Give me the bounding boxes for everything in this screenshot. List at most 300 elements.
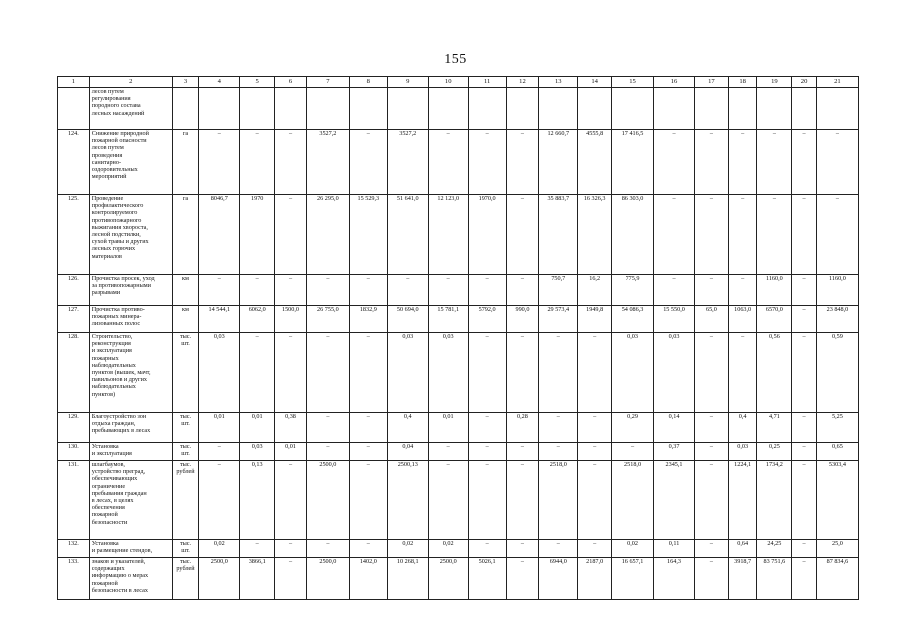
value-cell-col-21	[816, 88, 858, 130]
text-line: санитарно-	[91, 158, 122, 166]
measure-name	[89, 88, 172, 130]
text-line: в лесах, в целях	[91, 497, 134, 505]
value-cell-col-16: 164,3	[654, 558, 695, 600]
value-cell-col-18	[728, 88, 757, 130]
value-cell-col-11: 5792,0	[468, 306, 506, 333]
value-cell-col-15: 0,29	[612, 413, 654, 443]
value-cell-col-6: –	[275, 461, 307, 540]
value-cell-col-19: 0,25	[757, 443, 792, 461]
value-cell-col-20: –	[792, 558, 817, 600]
value-cell-col-7: 26 295,0	[306, 195, 349, 275]
value-cell-col-18: –	[728, 195, 757, 275]
value-cell-col-6: –	[275, 195, 307, 275]
value-cell-col-20	[792, 88, 817, 130]
value-cell-col-11: –	[468, 130, 506, 195]
text-line: знаков и указателей,	[91, 558, 146, 565]
value-cell-col-13	[539, 88, 578, 130]
text-line: Установка	[91, 540, 119, 547]
value-cell-col-15: 0,02	[612, 540, 654, 558]
value-cell-col-12: 990,0	[506, 306, 539, 333]
column-number-12: 12	[506, 77, 539, 88]
value-cell-col-15: 16 657,1	[612, 558, 654, 600]
value-cell-col-12: –	[506, 130, 539, 195]
value-cell-col-19: –	[757, 130, 792, 195]
text-line: пунктов)	[91, 390, 116, 398]
value-cell-col-4: 0,03	[199, 333, 240, 413]
value-cell-col-8: –	[349, 461, 387, 540]
value-cell-col-8: –	[349, 540, 387, 558]
value-cell-col-21: 0,59	[816, 333, 858, 413]
value-cell-col-8: 1402,0	[349, 558, 387, 600]
page-number: 155	[444, 52, 467, 67]
text-line: Снижение природной	[91, 130, 149, 137]
row-number: 131.	[58, 461, 90, 540]
row-number: 132.	[58, 540, 90, 558]
value-cell-col-20: –	[792, 130, 817, 195]
text-line: тыс.	[179, 558, 192, 565]
text-line: контролируемого	[91, 209, 138, 217]
measure-name	[89, 333, 172, 413]
value-cell-col-10: 2500,0	[428, 558, 468, 600]
column-number-10: 10	[428, 77, 468, 88]
value-cell-col-12: –	[506, 540, 539, 558]
measure-name	[89, 306, 172, 333]
text-line: лесных горючих	[91, 245, 136, 253]
value-cell-col-13: –	[539, 333, 578, 413]
value-cell-col-11: –	[468, 461, 506, 540]
value-cell-col-11: –	[468, 333, 506, 413]
text-line: обеспечивающих	[91, 475, 138, 483]
table-row	[58, 443, 859, 461]
value-cell-col-17: –	[695, 461, 729, 540]
text-line: Проведение	[91, 195, 124, 202]
column-number-16: 16	[654, 77, 695, 88]
value-cell-col-6: –	[275, 540, 307, 558]
value-cell-col-10: –	[428, 461, 468, 540]
text-line: реконструкция	[91, 340, 131, 348]
value-cell-col-10: –	[428, 130, 468, 195]
value-cell-col-17: –	[695, 275, 729, 306]
text-line: лесов путем	[91, 144, 124, 152]
unit-of-measure	[172, 88, 199, 130]
value-cell-col-7: 2500,0	[306, 558, 349, 600]
value-cell-col-13: –	[539, 413, 578, 443]
row-number: 126.	[58, 275, 90, 306]
value-cell-col-9: –	[387, 275, 428, 306]
value-cell-col-6: 0,01	[275, 443, 307, 461]
text-line: пожарной	[91, 511, 118, 519]
table-row	[58, 558, 859, 600]
column-number-4: 4	[199, 77, 240, 88]
value-cell-col-5: 1970	[240, 195, 275, 275]
value-cell-col-4: 0,01	[199, 413, 240, 443]
value-cell-col-16: –	[654, 275, 695, 306]
column-number-15: 15	[612, 77, 654, 88]
value-cell-col-10: 0,01	[428, 413, 468, 443]
value-cell-col-6: –	[275, 558, 307, 600]
value-cell-col-17	[695, 88, 729, 130]
text-line: Строительство,	[91, 333, 133, 340]
value-cell-col-14: –	[578, 540, 612, 558]
value-cell-col-7	[306, 88, 349, 130]
text-line: безопасности в лесах	[91, 586, 148, 594]
value-cell-col-20: –	[792, 306, 817, 333]
unit-of-measure	[172, 540, 199, 558]
value-cell-col-13: 2518,0	[539, 461, 578, 540]
table-row	[58, 540, 859, 558]
row-number: 128.	[58, 333, 90, 413]
value-cell-col-9: 0,04	[387, 443, 428, 461]
value-cell-col-17: –	[695, 195, 729, 275]
value-cell-col-5: –	[240, 275, 275, 306]
value-cell-col-14: –	[578, 333, 612, 413]
text-line: наблюдательных	[91, 383, 136, 391]
value-cell-col-14: –	[578, 461, 612, 540]
text-line: оздоровительных	[91, 166, 138, 174]
value-cell-col-10	[428, 88, 468, 130]
value-cell-col-4: –	[199, 275, 240, 306]
text-line: сухой травы и других	[91, 238, 149, 246]
column-number-18: 18	[728, 77, 757, 88]
value-cell-col-14: 16 326,3	[578, 195, 612, 275]
unit-of-measure	[172, 461, 199, 540]
text-line: наблюдательных	[91, 361, 136, 369]
table-row	[58, 275, 859, 306]
text-line: разрывами	[91, 289, 121, 297]
value-cell-col-20: –	[792, 195, 817, 275]
value-cell-col-4: 2500,0	[199, 558, 240, 600]
value-cell-col-6: 1500,0	[275, 306, 307, 333]
value-cell-col-9: 0,03	[387, 333, 428, 413]
text-line: тыс.	[179, 413, 192, 420]
value-cell-col-5: 6062,0	[240, 306, 275, 333]
column-number-11: 11	[468, 77, 506, 88]
text-line: лизованных полос	[91, 320, 141, 328]
value-cell-col-18: 1063,0	[728, 306, 757, 333]
value-cell-col-19: 24,25	[757, 540, 792, 558]
value-cell-col-16: 0,11	[654, 540, 695, 558]
value-cell-col-5: 0,01	[240, 413, 275, 443]
measure-name	[89, 413, 172, 443]
text-line: рублей	[176, 565, 195, 573]
text-line: мероприятий	[91, 173, 127, 181]
text-line: пожарной опасности	[91, 137, 147, 145]
measure-name	[89, 558, 172, 600]
text-line: за противопожарными	[91, 282, 151, 290]
row-number: 130.	[58, 443, 90, 461]
value-cell-col-5	[240, 88, 275, 130]
value-cell-col-21: 5303,4	[816, 461, 858, 540]
unit-of-measure	[172, 333, 199, 413]
value-cell-col-11: –	[468, 443, 506, 461]
value-cell-col-21: –	[816, 195, 858, 275]
value-cell-col-19: 4,71	[757, 413, 792, 443]
value-cell-col-18: 0,64	[728, 540, 757, 558]
value-cell-col-12: –	[506, 275, 539, 306]
text-line: выжигания хвороста,	[91, 223, 148, 231]
value-cell-col-20: –	[792, 461, 817, 540]
unit-of-measure	[172, 413, 199, 443]
value-cell-col-11: –	[468, 540, 506, 558]
text-line: лесов путем	[91, 88, 124, 95]
value-cell-col-4	[199, 88, 240, 130]
text-line: информацию о мерах	[91, 572, 149, 580]
forest-fire-measures-table	[57, 76, 859, 600]
value-cell-col-7: –	[306, 413, 349, 443]
value-cell-col-8: –	[349, 275, 387, 306]
value-cell-col-10: 12 123,0	[428, 195, 468, 275]
text-line: пребывания граждан	[91, 489, 147, 497]
value-cell-col-9: 50 694,0	[387, 306, 428, 333]
value-cell-col-5: 3866,1	[240, 558, 275, 600]
value-cell-col-19	[757, 88, 792, 130]
value-cell-col-10: 0,03	[428, 333, 468, 413]
value-cell-col-19: 6570,0	[757, 306, 792, 333]
text-line: шт.	[181, 420, 190, 428]
measure-name	[89, 195, 172, 275]
text-line: шт.	[181, 547, 190, 555]
value-cell-col-6: –	[275, 275, 307, 306]
value-cell-col-16: –	[654, 195, 695, 275]
column-number-8: 8	[349, 77, 387, 88]
unit-of-measure: га	[172, 195, 199, 275]
value-cell-col-16	[654, 88, 695, 130]
column-number-20: 20	[792, 77, 817, 88]
value-cell-col-19: 0,56	[757, 333, 792, 413]
value-cell-col-6	[275, 88, 307, 130]
value-cell-col-21: 87 834,6	[816, 558, 858, 600]
value-cell-col-14: 2187,0	[578, 558, 612, 600]
value-cell-col-4: –	[199, 443, 240, 461]
value-cell-col-21: 5,25	[816, 413, 858, 443]
column-number-14: 14	[578, 77, 612, 88]
value-cell-col-18: –	[728, 130, 757, 195]
value-cell-col-9: 2500,13	[387, 461, 428, 540]
value-cell-col-17: –	[695, 540, 729, 558]
text-line: материалов	[91, 252, 122, 260]
value-cell-col-12: –	[506, 195, 539, 275]
table-row	[58, 333, 859, 413]
value-cell-col-5: –	[240, 333, 275, 413]
table-row	[58, 130, 859, 195]
text-line: тыс.	[179, 461, 192, 468]
value-cell-col-9: 51 641,0	[387, 195, 428, 275]
value-cell-col-7: 3527,2	[306, 130, 349, 195]
measure-name	[89, 443, 172, 461]
value-cell-col-13: 35 883,7	[539, 195, 578, 275]
value-cell-col-8: –	[349, 130, 387, 195]
value-cell-col-19: –	[757, 195, 792, 275]
value-cell-col-21: 25,0	[816, 540, 858, 558]
unit-of-measure: га	[172, 130, 199, 195]
text-line: Установка	[91, 443, 119, 450]
value-cell-col-17: –	[695, 130, 729, 195]
value-cell-col-12: –	[506, 443, 539, 461]
text-line: и эксплуатация	[91, 450, 132, 458]
table-row	[58, 461, 859, 540]
value-cell-col-21: 1160,0	[816, 275, 858, 306]
text-line: противопожарного	[91, 216, 142, 224]
value-cell-col-10: –	[428, 443, 468, 461]
value-cell-col-17: –	[695, 333, 729, 413]
value-cell-col-17: 65,0	[695, 306, 729, 333]
value-cell-col-4: 14 544,1	[199, 306, 240, 333]
value-cell-col-7: –	[306, 540, 349, 558]
value-cell-col-4: 8046,7	[199, 195, 240, 275]
value-cell-col-13: 12 660,7	[539, 130, 578, 195]
value-cell-col-10: –	[428, 275, 468, 306]
value-cell-col-21: 23 848,0	[816, 306, 858, 333]
unit-of-measure	[172, 558, 199, 600]
value-cell-col-8: 1832,9	[349, 306, 387, 333]
text-line: безопасности	[91, 518, 128, 526]
value-cell-col-18: 1224,1	[728, 461, 757, 540]
measure-name	[89, 275, 172, 306]
text-line: обеспечения	[91, 504, 125, 512]
text-line: пожарной	[91, 579, 118, 587]
value-cell-col-14: –	[578, 443, 612, 461]
value-cell-col-20: –	[792, 540, 817, 558]
column-number-7: 7	[306, 77, 349, 88]
value-cell-col-13: 6944,0	[539, 558, 578, 600]
value-cell-col-17: –	[695, 413, 729, 443]
text-line: и эксплуатация	[91, 347, 132, 355]
value-cell-col-15: 2518,0	[612, 461, 654, 540]
value-cell-col-12: –	[506, 333, 539, 413]
text-line: Прочистка просек, уход	[91, 275, 155, 282]
row-number	[58, 88, 90, 130]
value-cell-col-4: –	[199, 130, 240, 195]
value-cell-col-11: 1970,0	[468, 195, 506, 275]
text-line: пунктов (вышек, мачт,	[91, 369, 151, 377]
value-cell-col-8: –	[349, 443, 387, 461]
value-cell-col-9: 3527,2	[387, 130, 428, 195]
value-cell-col-15: 0,03	[612, 333, 654, 413]
value-cell-col-18: 0,4	[728, 413, 757, 443]
value-cell-col-12: –	[506, 461, 539, 540]
measure-name	[89, 461, 172, 540]
value-cell-col-13: –	[539, 540, 578, 558]
value-cell-col-5: 0,13	[240, 461, 275, 540]
value-cell-col-4: 0,02	[199, 540, 240, 558]
text-line: отдыха граждан,	[91, 420, 136, 428]
value-cell-col-11: –	[468, 413, 506, 443]
row-number: 129.	[58, 413, 90, 443]
text-line: тыс.	[179, 443, 192, 450]
text-line: содержащих	[91, 565, 125, 573]
value-cell-col-6: –	[275, 130, 307, 195]
value-cell-col-7: –	[306, 443, 349, 461]
value-cell-col-14: 4555,8	[578, 130, 612, 195]
row-number: 125.	[58, 195, 90, 275]
value-cell-col-15: 54 086,3	[612, 306, 654, 333]
value-cell-col-9	[387, 88, 428, 130]
value-cell-col-16: 2345,1	[654, 461, 695, 540]
text-line: шт.	[181, 340, 190, 348]
value-cell-col-15: –	[612, 443, 654, 461]
column-number-21: 21	[816, 77, 858, 88]
value-cell-col-8: –	[349, 333, 387, 413]
value-cell-col-21: 0,65	[816, 443, 858, 461]
column-number-5: 5	[240, 77, 275, 88]
value-cell-col-7: 2500,0	[306, 461, 349, 540]
measure-name	[89, 540, 172, 558]
text-line: профилактического	[91, 202, 144, 210]
text-line: пожарных минера-	[91, 313, 142, 321]
column-number-13: 13	[539, 77, 578, 88]
value-cell-col-17: –	[695, 443, 729, 461]
value-cell-col-20: –	[792, 443, 817, 461]
value-cell-col-9: 0,02	[387, 540, 428, 558]
value-cell-col-7: 26 755,0	[306, 306, 349, 333]
value-cell-col-18: 3918,7	[728, 558, 757, 600]
column-number-2: 2	[89, 77, 172, 88]
value-cell-col-13: –	[539, 443, 578, 461]
value-cell-col-11: –	[468, 275, 506, 306]
value-cell-col-16: 15 550,0	[654, 306, 695, 333]
value-cell-col-20: –	[792, 333, 817, 413]
value-cell-col-7: –	[306, 333, 349, 413]
table-row	[58, 195, 859, 275]
text-line: пожарных	[91, 354, 119, 362]
table-row	[58, 88, 859, 130]
value-cell-col-12	[506, 88, 539, 130]
value-cell-col-13: 29 573,4	[539, 306, 578, 333]
column-number-19: 19	[757, 77, 792, 88]
value-cell-col-9: 0,4	[387, 413, 428, 443]
text-line: рублей	[176, 468, 195, 476]
value-cell-col-20: –	[792, 275, 817, 306]
value-cell-col-15: 775,9	[612, 275, 654, 306]
value-cell-col-5: 0,03	[240, 443, 275, 461]
text-line: павильонов и других	[91, 376, 147, 384]
value-cell-col-19: 83 751,6	[757, 558, 792, 600]
row-number: 124.	[58, 130, 90, 195]
value-cell-col-5: –	[240, 540, 275, 558]
value-cell-col-18: –	[728, 275, 757, 306]
measure-name	[89, 130, 172, 195]
column-number-row	[58, 77, 859, 88]
value-cell-col-20: –	[792, 413, 817, 443]
column-number-17: 17	[695, 77, 729, 88]
text-line: регулирования	[91, 95, 131, 103]
value-cell-col-15: 86 303,0	[612, 195, 654, 275]
value-cell-col-7: –	[306, 275, 349, 306]
value-cell-col-14: 1949,8	[578, 306, 612, 333]
text-line: Благоустройство зон	[91, 413, 147, 420]
text-line: проведения	[91, 151, 123, 159]
value-cell-col-14	[578, 88, 612, 130]
value-cell-col-17: –	[695, 558, 729, 600]
text-line: пребывающих в лесах	[91, 427, 151, 435]
value-cell-col-8: –	[349, 413, 387, 443]
value-cell-col-4: –	[199, 461, 240, 540]
value-cell-col-11: 5026,1	[468, 558, 506, 600]
text-line: шлагбаумов,	[91, 461, 125, 468]
value-cell-col-8	[349, 88, 387, 130]
value-cell-col-10: 0,02	[428, 540, 468, 558]
value-cell-col-8: 15 529,3	[349, 195, 387, 275]
value-cell-col-21: –	[816, 130, 858, 195]
value-cell-col-12: 0,28	[506, 413, 539, 443]
text-line: шт.	[181, 450, 190, 458]
value-cell-col-13: 750,7	[539, 275, 578, 306]
column-number-1: 1	[58, 77, 90, 88]
row-number: 127.	[58, 306, 90, 333]
text-line: тыс.	[179, 540, 192, 547]
value-cell-col-19: 1734,2	[757, 461, 792, 540]
value-cell-col-15	[612, 88, 654, 130]
